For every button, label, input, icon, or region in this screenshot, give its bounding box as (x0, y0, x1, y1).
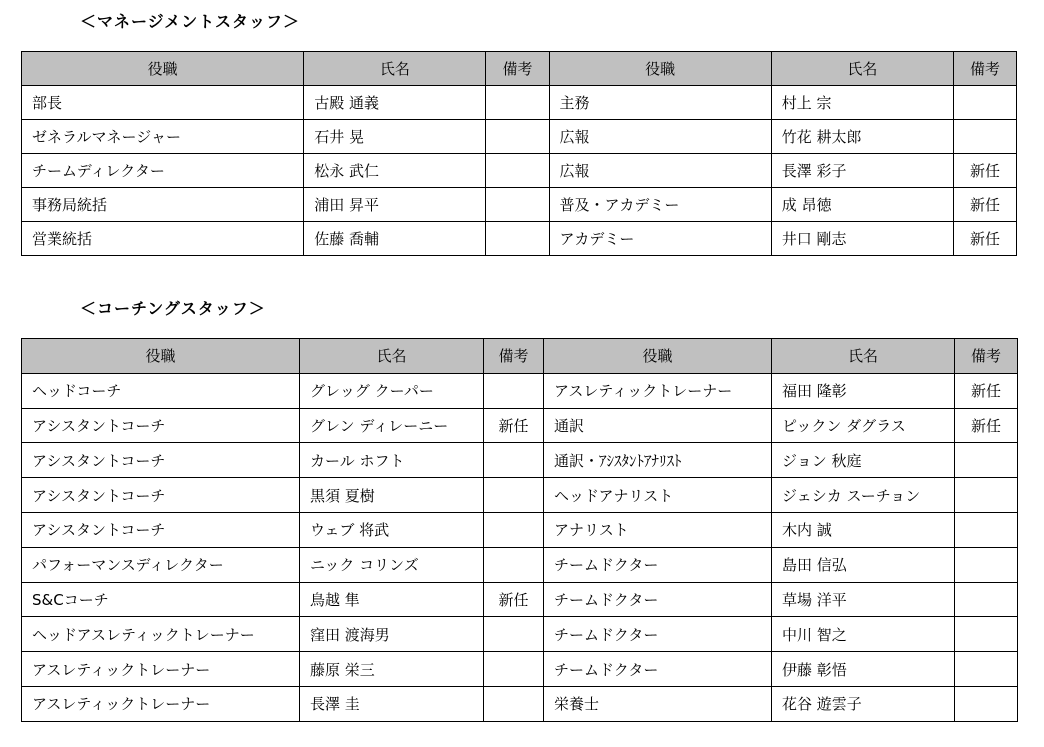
name-cell: 佐藤 喬輔 (304, 222, 486, 256)
note-cell (955, 547, 1018, 582)
name-cell: 伊藤 彰悟 (772, 652, 955, 687)
role-cell: 通訳 (544, 408, 772, 443)
name-cell: 長澤 圭 (300, 686, 484, 721)
role-cell: 部長 (22, 86, 304, 120)
name-cell: 浦田 昇平 (304, 188, 486, 222)
table-row (22, 686, 1018, 721)
note-cell (484, 373, 544, 408)
note-cell (953, 86, 1016, 120)
column-header-name: 氏名 (304, 52, 486, 86)
name-cell: 長澤 彩子 (771, 154, 953, 188)
table-row (22, 617, 1018, 652)
column-header-role: 役職 (22, 339, 300, 374)
name-cell: ニック コリンズ (300, 547, 484, 582)
role-cell: 広報 (549, 120, 771, 154)
name-cell: 草場 洋平 (772, 582, 955, 617)
table-row (22, 120, 1017, 154)
note-cell (486, 86, 549, 120)
note-cell (955, 686, 1018, 721)
role-cell: 普及・アカデミー (549, 188, 771, 222)
role-cell: 事務局統括 (22, 188, 304, 222)
table-row (22, 512, 1018, 547)
name-cell: 井口 剛志 (771, 222, 953, 256)
role-cell: アシスタントコーチ (22, 408, 300, 443)
note-cell: 新任 (953, 222, 1016, 256)
role-cell: アシスタントコーチ (22, 443, 300, 478)
role-cell: ヘッドコーチ (22, 373, 300, 408)
name-cell: 鳥越 隼 (300, 582, 484, 617)
role-cell: アナリスト (544, 512, 772, 547)
note-cell (484, 617, 544, 652)
note-cell (955, 512, 1018, 547)
role-cell: チームドクター (544, 652, 772, 687)
column-header-note: 備考 (953, 52, 1016, 86)
note-cell: 新任 (955, 373, 1018, 408)
name-cell: ジョン 秋庭 (772, 443, 955, 478)
table-row (22, 443, 1018, 478)
name-cell: 中川 智之 (772, 617, 955, 652)
name-cell: 福田 隆彰 (772, 373, 955, 408)
name-cell: ジェシカ スーチョン (772, 478, 955, 513)
role-cell: ヘッドアスレティックトレーナー (22, 617, 300, 652)
table-row (22, 188, 1017, 222)
note-cell: 新任 (953, 188, 1016, 222)
table-row (22, 408, 1018, 443)
name-cell: 石井 晃 (304, 120, 486, 154)
table-row (22, 652, 1018, 687)
note-cell: 新任 (484, 582, 544, 617)
name-cell: 島田 信弘 (772, 547, 955, 582)
column-header-note: 備考 (484, 339, 544, 374)
note-cell (484, 478, 544, 513)
name-cell: 黒須 夏樹 (300, 478, 484, 513)
role-cell: 通訳・ｱｼｽﾀﾝﾄｱﾅﾘｽﾄ (544, 443, 772, 478)
role-cell: チームドクター (544, 547, 772, 582)
table-row (22, 222, 1017, 256)
role-cell: チームディレクター (22, 154, 304, 188)
name-cell: 村上 宗 (771, 86, 953, 120)
column-header-name: 氏名 (771, 52, 953, 86)
role-cell: ヘッドアナリスト (544, 478, 772, 513)
note-cell (955, 582, 1018, 617)
column-header-role: 役職 (544, 339, 772, 374)
name-cell: グレン ディレーニー (300, 408, 484, 443)
coaching-section-title: ＜コーチングスタッフ＞ (80, 299, 266, 318)
role-cell: アシスタントコーチ (22, 478, 300, 513)
column-header-name: 氏名 (772, 339, 955, 374)
name-cell: カール ホフト (300, 443, 484, 478)
name-cell: 窪田 渡海男 (300, 617, 484, 652)
role-cell: アスレティックトレーナー (544, 373, 772, 408)
role-cell: パフォーマンスディレクター (22, 547, 300, 582)
name-cell: ウェブ 将武 (300, 512, 484, 547)
coaching-staff-table (21, 338, 1018, 722)
role-cell: アシスタントコーチ (22, 512, 300, 547)
name-cell: 古殿 通義 (304, 86, 486, 120)
note-cell (484, 652, 544, 687)
note-cell (955, 617, 1018, 652)
column-header-note: 備考 (955, 339, 1018, 374)
table-row (22, 478, 1018, 513)
note-cell (955, 652, 1018, 687)
column-header-note: 備考 (486, 52, 549, 86)
note-cell (486, 222, 549, 256)
note-cell: 新任 (953, 154, 1016, 188)
note-cell (484, 547, 544, 582)
role-cell: ゼネラルマネージャー (22, 120, 304, 154)
table-header-row (22, 339, 1018, 374)
note-cell (955, 478, 1018, 513)
role-cell: チームドクター (544, 617, 772, 652)
name-cell: 木内 誠 (772, 512, 955, 547)
note-cell (953, 120, 1016, 154)
management-section-title: ＜マネージメントスタッフ＞ (80, 12, 301, 31)
role-cell: 広報 (549, 154, 771, 188)
role-cell: 主務 (549, 86, 771, 120)
note-cell (955, 443, 1018, 478)
role-cell: チームドクター (544, 582, 772, 617)
management-staff-table (21, 51, 1017, 256)
note-cell (486, 188, 549, 222)
name-cell: 成 昂徳 (771, 188, 953, 222)
name-cell: グレッグ クーパー (300, 373, 484, 408)
note-cell (486, 154, 549, 188)
table-row (22, 373, 1018, 408)
role-cell: アカデミー (549, 222, 771, 256)
note-cell (484, 443, 544, 478)
name-cell: 松永 武仁 (304, 154, 486, 188)
name-cell: 藤原 栄三 (300, 652, 484, 687)
name-cell: ピックン ダグラス (772, 408, 955, 443)
note-cell: 新任 (484, 408, 544, 443)
note-cell: 新任 (955, 408, 1018, 443)
role-cell: S&Cコーチ (22, 582, 300, 617)
table-row (22, 86, 1017, 120)
column-header-name: 氏名 (300, 339, 484, 374)
role-cell: アスレティックトレーナー (22, 686, 300, 721)
table-row (22, 547, 1018, 582)
role-cell: アスレティックトレーナー (22, 652, 300, 687)
role-cell: 栄養士 (544, 686, 772, 721)
note-cell (486, 120, 549, 154)
role-cell: 営業統括 (22, 222, 304, 256)
column-header-role: 役職 (549, 52, 771, 86)
note-cell (484, 512, 544, 547)
column-header-role: 役職 (22, 52, 304, 86)
note-cell (484, 686, 544, 721)
table-row (22, 582, 1018, 617)
table-row (22, 154, 1017, 188)
name-cell: 花谷 遊雲子 (772, 686, 955, 721)
name-cell: 竹花 耕太郎 (771, 120, 953, 154)
table-header-row (22, 52, 1017, 86)
